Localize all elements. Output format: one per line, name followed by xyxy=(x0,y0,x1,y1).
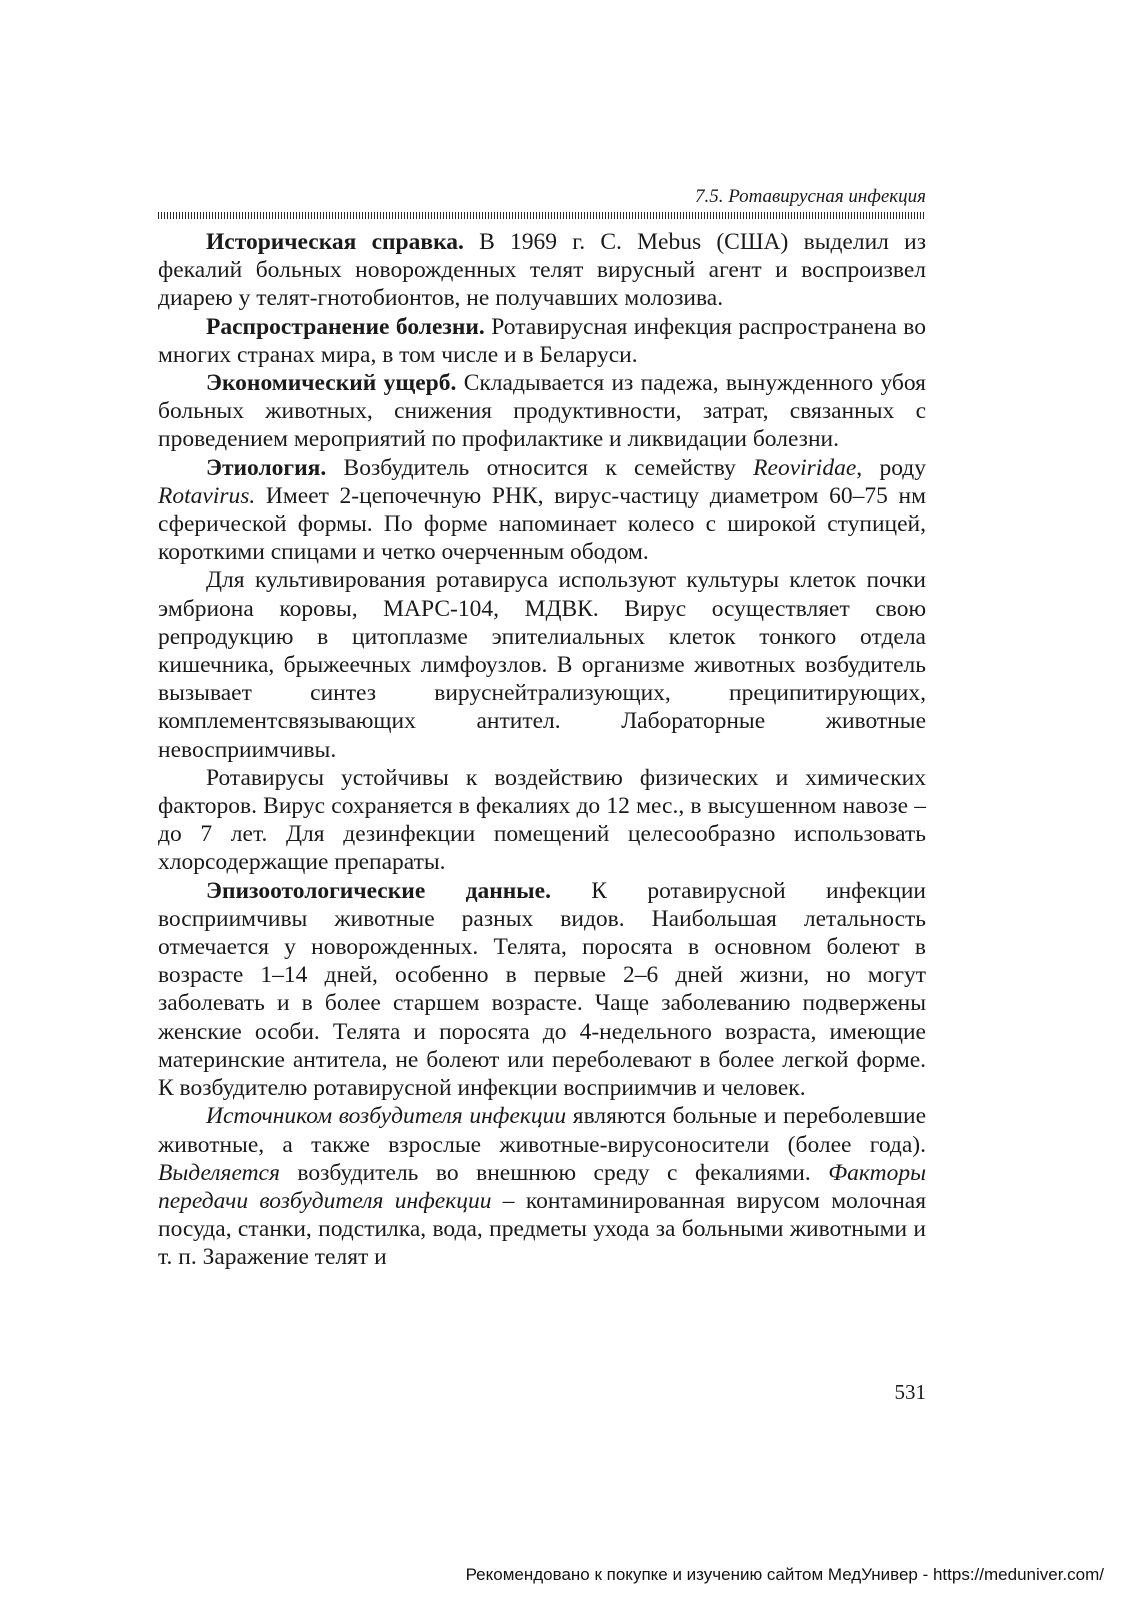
text-source-1: являются больные и переболевшие животные, а также взрослые животные-вирусоносители (более года). xyxy=(158,1103,927,1158)
text-history: В 1969 г. C. Mebus (США) выделил из фекалий больных новорожденных телят вирусный агент и воспроизвел диарею у телят-гнотобионтов, не получавших молозива. xyxy=(158,229,926,312)
term-transmission-factors: Факторы передачи возбудителя инфекции xyxy=(158,1159,926,1214)
site-recommendation-note: Рекомендовано к покупке и изучению сайтом МедУнивер - https://meduniver.com/ xyxy=(465,1565,1104,1584)
paragraph-infection-source xyxy=(158,1102,926,1271)
header-rule xyxy=(158,212,926,219)
genus-name: Rotavirus. xyxy=(158,482,256,509)
paragraph-etiology xyxy=(158,454,926,567)
lead-etiology: Этиология. xyxy=(206,454,327,481)
text-source-3: – контаминированная вирусом молочная посуда, станки, подстилка, вода, предметы ухода за больными животными и т. п. Заражение телят и xyxy=(158,1187,927,1271)
lead-history: Историческая справка. xyxy=(206,229,464,255)
text-distribution: Ротавирусная инфекция распространена во многих странах мира, в том числе и в Беларуси. xyxy=(158,313,926,368)
paragraph-economic-damage xyxy=(158,369,926,454)
text-source-2: возбудитель во внешнюю среду с фекалиями. xyxy=(279,1159,829,1186)
paragraph-epizootology xyxy=(158,877,926,1103)
paragraph-resistance xyxy=(158,764,926,877)
text-epizootology: К ротавирусной инфекции восприимчивы животные разных видов. Наибольшая летальность отмечается у новорожденных. Телята, поросята в основном болеют в возрасте 1–14 дней, особенно в первые 2–6 дней жизни, но могут заболевать и в более старшем возрасте. Чаще заболеванию подвержены женские особи. Телята и поросята до 4-недельного возраста, имеющие материнские антитела, не болеют или переболевают в более легкой форме. К возбудителю ротавирусной инфекции восприимчив и человек. xyxy=(158,877,926,1102)
paragraph-cultivation xyxy=(158,566,926,763)
term-excretion: Выделяется xyxy=(158,1159,280,1186)
page-number: 531 xyxy=(894,1380,926,1404)
page-body xyxy=(158,228,926,1272)
family-name: Reoviridae xyxy=(753,454,857,481)
lead-economic-damage: Экономический ущерб. xyxy=(206,370,457,397)
term-infection-source: Источником возбудителя инфекции xyxy=(206,1103,567,1130)
text-etiology-2: , роду xyxy=(856,454,926,481)
text-etiology-1: Возбудитель относится к семейству xyxy=(326,454,754,481)
lead-epizootology: Эпизоотологические данные. xyxy=(206,877,551,904)
paragraph-distribution xyxy=(158,313,926,369)
lead-distribution: Распространение болезни. xyxy=(206,313,485,340)
paragraph-history xyxy=(158,228,926,313)
text-resistance: Ротавирусы устойчивы к воздействию физических и химических факторов. Вирус сохраняется в фекалиях до 12 мес., в высушенном навозе – до 7 лет. Для дезинфекции помещений целесообразно использовать хлорсодержащие препараты. xyxy=(158,764,926,876)
text-economic-damage: Складывается из падежа, вынужденного убоя больных животных, снижения продуктивности, затрат, связанных с проведением мероприятий по профилактике и ликвидации болезни. xyxy=(158,370,926,453)
running-head: 7.5. Ротавирусная инфекция xyxy=(694,186,926,207)
text-cultivation: Для культивирования ротавируса используют культуры клеток почки эмбриона коровы, МАРС-104, МДВК. Вирус осуществляет свою репродукцию в цитоплазме эпителиальных клеток тонкого отдела кишечника, брыжеечных лимфоузлов. В организме животных возбудитель вызывает синтез вируснейтрализующих, преципитирующих, комплементсвязывающих антител. Лабораторные животные невосприимчивы. xyxy=(158,567,926,763)
text-etiology-3: Имеет 2-цепочечную РНК, вирус-частицу диаметром 60–75 нм сферической формы. По форме напоминает колесо с широкой ступицей, короткими спицами и четко очерченным ободом. xyxy=(158,482,926,566)
